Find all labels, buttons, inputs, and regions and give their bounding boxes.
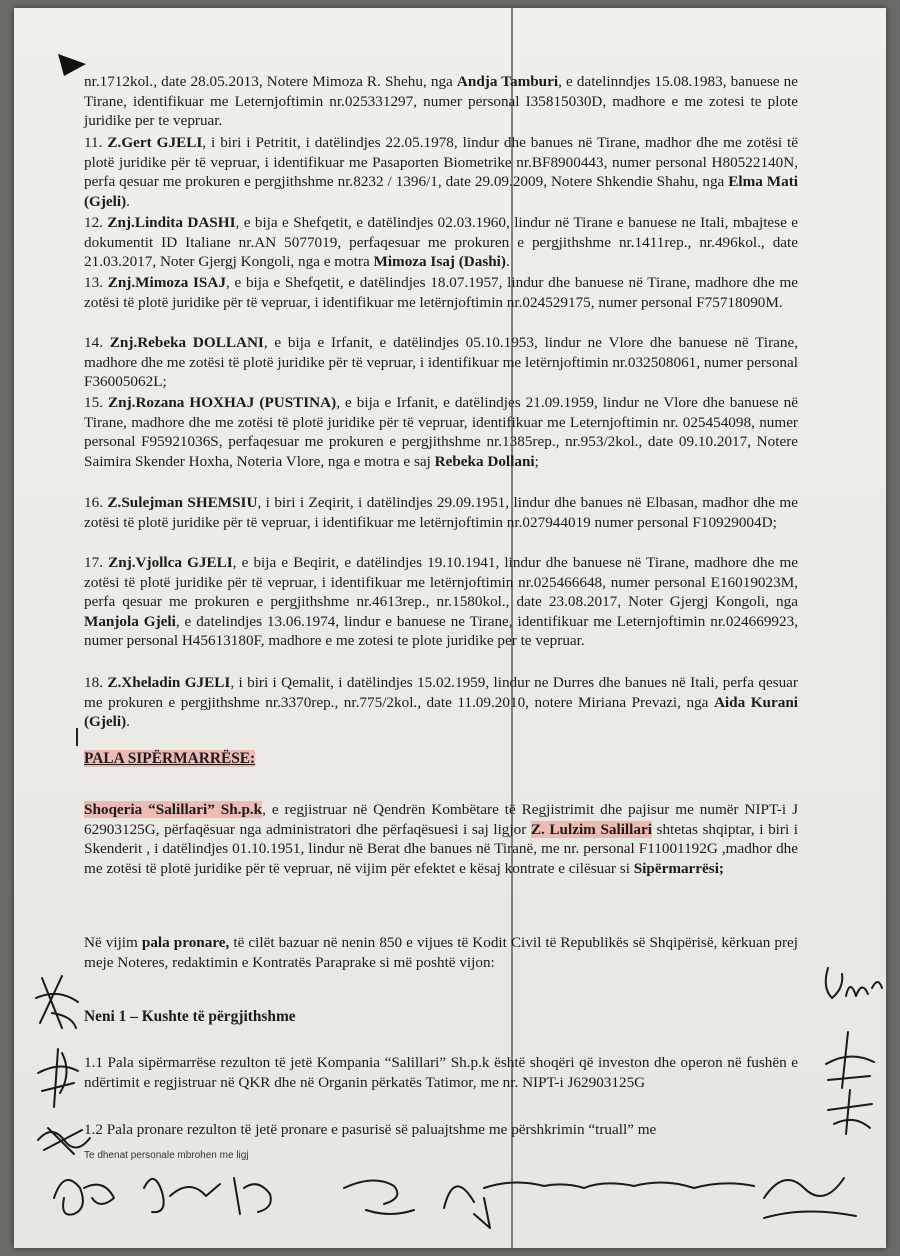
document-page	[14, 8, 886, 1248]
party-13: 13. Znj.Mimoza ISAJ, e bija e Shefqetit, e datëlindjes 18.07.1957, lindur dhe banuese në Tirane, madhore dhe me zotësi të plotë juridike për të vepruar, i identifikuar me letërnjoftimin nr.024529175, numer personal F75718090M.	[84, 274, 798, 311]
signature-right-2	[820, 1028, 880, 1138]
signature-left-3	[34, 1120, 94, 1160]
signature-left-1	[32, 968, 84, 1038]
party-12: 12. Znj.Lindita DASHI, e bija e Shefqetit, e datëlindjes 02.03.1960, lindur në Tirane e banuese ne Itali, mbajtese e dokumentit ID Italiane nr.AN 5077019, perfaqesuar me prokuren e pergjithshme nr.1411rep., nr.496kol., date 21.03.2017, Noter Gjergj Kongoli, nga e motra Mimoza Isaj (Dashi).	[84, 214, 798, 271]
article-1-2: 1.2 Pala pronare rezulton të jetë pronare e pasurisë së paluajtshme me përshkrimin “truall” me	[84, 1121, 657, 1138]
party-14: 14. Znj.Rebeka DOLLANI, e bija e Irfanit, e datëlindjes 05.10.1953, lindur ne Vlore dhe banuese në Tirane, madhore dhe me zotësi të plotë juridike për të vepruar, i identifikuar me letërnjoftimin nr.032508061, numer personal F36005062L;	[84, 334, 799, 391]
paragraph-continuation: nr.1712kol., date 28.05.2013, Notere Mimoza R. Shehu, nga Andja Tamburi, e datelinndjes 15.08.1983, banuese ne Tirane, identifikuar me Leternjoftimin nr.025331297, numer personal I35815030D, madhore e me zotesi te plote juridike per te vepruar.	[84, 73, 798, 130]
signature-row-bottom	[44, 1158, 864, 1238]
section-title: PALA SIPËRMARRËSE:	[84, 750, 256, 767]
party-17: 17. Znj.Vjollca GJELI, e bija e Beqirit, e datëlindjes 19.10.1941, lindur dhe banuese në Tirane, madhore dhe me zotësi të plotë juridike për të vepruar, i identifikuar me letërnjoftimin nr.025466648, numer personal E16019023M, perfa qesuar me prokuren e pergjithshme nr.4613rep., nr.1580kol., date 23.08.2017, Noter Gjergj Kongoli, nga Manjola Gjeli, e datelindjes 13.06.1974, lindur e banuese ne Tirane, identifikuar me Leternjoftimin nr.024669923, numer personal H45613180F, madhore e me zotesi te plote juridike per te vepruar.	[84, 554, 798, 650]
party-16: 16. Z.Sulejman SHEMSIU, i biri i Zeqirit, i datëlindjes 29.09.1951, lindur dhe banues në Elbasan, madhor dhe me zotësi të plotë juridike për të vepruar, i identifikuar me letërnjoftimin nr.027944019 numer personal F10929004D;	[84, 494, 798, 531]
article-1-1: 1.1 Pala sipërmarrëse rezulton të jetë Kompania “Salillari” Sh.p.k është shoqëri që investon dhe operon në fushën e ndërtimit e regjistruar në QKR dhe në Organin përkatës Tatimor, me nr. NIPT-i J62903125G	[84, 1054, 798, 1091]
contractor-paragraph: Shoqeria “Salillari” Sh.p.k, e regjistruar në Qendrën Kombëtare të Regjistrimit dhe pajisur me numër NIPT-i J 62903125G, përfaqësuar nga administratori dhe përfaqësuesi i saj ligjor Z. Lulzim Salillari shtetas shqiptar, i biri i Skenderit , i datëlindjes 01.10.1951, lindur në Berat dhe banues në Tiranë, me nr. personal F11001192G ,madhor dhe me zotësi të plotë juridike për të vepruar, në vijim për efektet e kësaj kontrate e cilësuar si Sipërmarrësi;	[84, 801, 799, 877]
article-title: Neni 1 – Kushte të përgjithshme	[84, 1008, 296, 1025]
signature-left-2	[32, 1043, 84, 1113]
signature-right-1	[820, 958, 884, 1018]
intro-paragraph: Në vijim pala pronare, të cilët bazuar në nenin 850 e vijues të Kodit Civil të Republikës së Shqipërisë, kërkuan prej meje Noteres, redaktimin e Kontratës Paraprake si më poshtë vijon:	[84, 934, 799, 971]
text-cursor	[76, 728, 78, 746]
party-15: 15. Znj.Rozana HOXHAJ (PUSTINA), e bija e Irfanit, e datëlindjes 21.09.1959, lindur ne Vlore dhe banuese në Tirane, madhore dhe me zotësi të plotë juridike për të vepruar, identifikuar me Leternjoftimin nr. 025454098, numer personal F95921036S, perfaqesuar me prokuren e pergjithshme nr.1385rep., nr.953/2kol., date 09.10.2017, Notere Saimira Skender Hoxha, Noteria Vlore, nga e motra e saj Rebeka Dollani;	[84, 394, 799, 470]
footer-note: Te dhenat personale mbrohen me ligj	[84, 1150, 249, 1161]
party-11: 11. Z.Gert GJELI, i biri i Petritit, i datëlindjes 22.05.1978, lindur dhe banues në Tirane, madhor dhe me zotësi të plotë juridike për të vepruar, i identifikuar me Pasaporten Biometrike nr.BF8900443, numer personal H80522140N, perfa qesuar me prokuren e pergjithshme nr.8232 / 1396/1, date 29.09.2009, Notere Shkendie Shahu, nga Elma Mati (Gjeli).	[84, 134, 799, 210]
party-18: 18. Z.Xheladin GJELI, i biri i Qemalit, i datëlindjes 15.02.1959, lindur ne Durres dhe banues në Itali, perfa qesuar me prokuren e pergjithshme nr.3370rep., nr.775/2kol., date 11.09.2010, notere Miriana Prevazi, nga Aida Kurani (Gjeli).	[84, 674, 798, 731]
